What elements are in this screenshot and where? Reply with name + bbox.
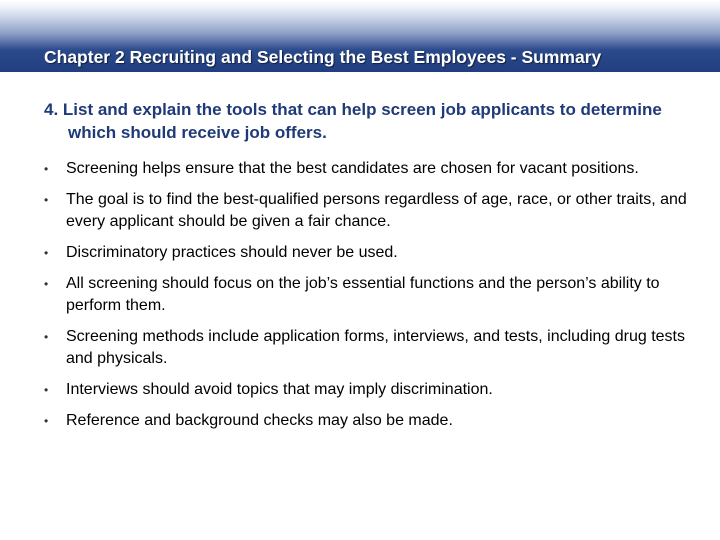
bullet-icon: •	[44, 414, 49, 428]
slide-title: Chapter 2 Recruiting and Selecting the Best Employees - Summary	[44, 47, 602, 67]
bullet-text: All screening should focus on the job’s essential functions and the person’s ability to perform them.	[66, 275, 660, 314]
bullet-text: Reference and background checks may also be made.	[66, 412, 453, 429]
slide-content	[44, 98, 694, 441]
bullet-item	[44, 326, 694, 370]
bullet-text: Screening methods include application forms, interviews, and tests, including drug tests and physicals.	[66, 328, 685, 367]
bullet-text: Screening helps ensure that the best candidates are chosen for vacant positions.	[66, 160, 639, 177]
bullet-item	[44, 158, 694, 180]
bullet-item	[44, 273, 694, 317]
learning-objective: 4. List and explain the tools that can help screen job applicants to determine which should receive job offers.	[44, 100, 662, 142]
bullet-text: The goal is to find the best-qualified persons regardless of age, race, or other traits, and every applicant should be given a fair chance.	[66, 191, 687, 230]
bullet-list	[44, 158, 694, 432]
bullet-icon: •	[44, 162, 49, 176]
bullet-icon: •	[44, 246, 49, 260]
bullet-icon: •	[44, 277, 49, 291]
bullet-icon: •	[44, 193, 49, 207]
bullet-item	[44, 379, 694, 401]
bullet-item	[44, 242, 694, 264]
title-bar	[0, 0, 720, 72]
bullet-item	[44, 410, 694, 432]
bullet-item	[44, 189, 694, 233]
bullet-icon: •	[44, 383, 49, 397]
bullet-icon: •	[44, 330, 49, 344]
bullet-text: Interviews should avoid topics that may imply discrimination.	[66, 381, 493, 398]
bullet-text: Discriminatory practices should never be used.	[66, 244, 398, 261]
